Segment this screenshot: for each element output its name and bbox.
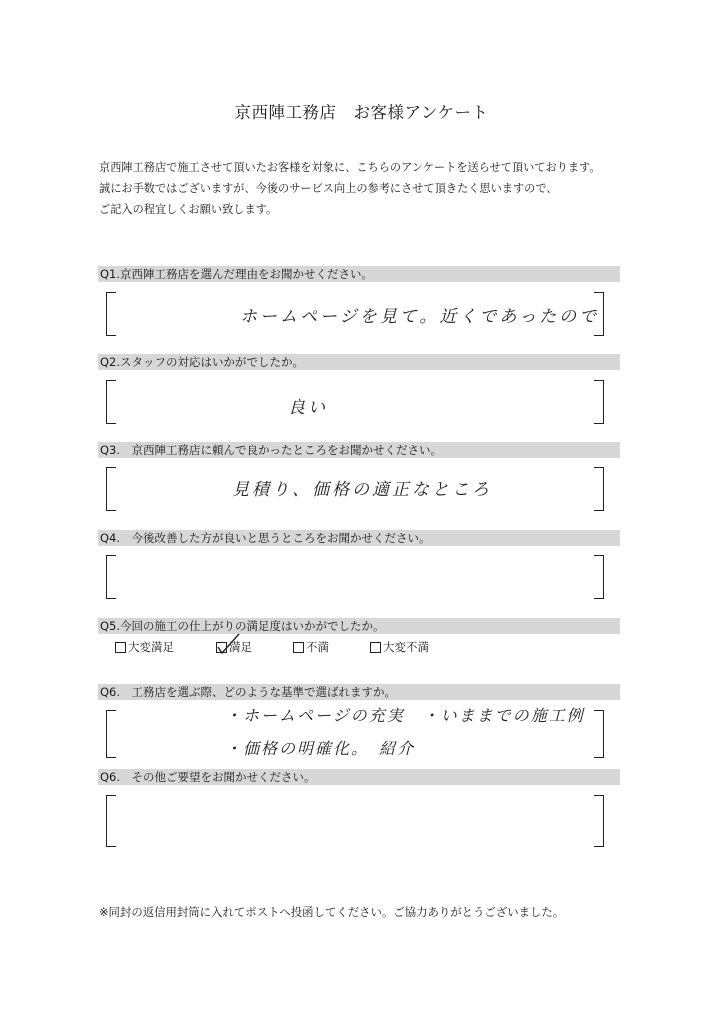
option-label: 大変満足 bbox=[128, 640, 174, 654]
checkbox[interactable] bbox=[370, 642, 381, 653]
answer-box-bracket-left bbox=[106, 710, 116, 758]
checkbox[interactable] bbox=[293, 642, 304, 653]
page-title: 京西陣工務店 お客様アンケート bbox=[234, 103, 489, 122]
question-6-label: Q6. 工務店を選ぶ際、どのような基準で選ばれますか。 bbox=[98, 684, 620, 700]
footer-note: ※同封の返信用封筒に入れてポストへ投函してください。ご協力ありがとうございました。 bbox=[99, 905, 565, 919]
question-5-label: Q5.今回の施工の仕上がりの満足度はいかがでしたか。 bbox=[98, 618, 620, 634]
intro-line: 誠にお手数ではございますが、今後のサービス向上の参考にさせて頂きたく思いますので、 bbox=[99, 182, 558, 195]
option-label: 大変不満 bbox=[383, 640, 429, 654]
question-6-answer-line-2[interactable]: ・価格の明確化。 紹介 bbox=[225, 739, 416, 758]
checkbox-checked[interactable] bbox=[216, 642, 227, 653]
check-mark-icon bbox=[217, 633, 247, 655]
answer-box-bracket-left bbox=[106, 795, 116, 847]
answer-box-bracket-left bbox=[106, 380, 116, 424]
answer-box-bracket-left bbox=[106, 555, 116, 599]
answer-box-bracket-right bbox=[594, 795, 604, 847]
question-3-label: Q3. 京西陣工務店に頼んで良かったところをお聞かせください。 bbox=[98, 442, 620, 458]
option-very-satisfied[interactable] bbox=[115, 639, 174, 655]
answer-box-bracket-right bbox=[594, 555, 604, 599]
question-4-label: Q4. 今後改善した方が良いと思うところをお聞かせください。 bbox=[98, 530, 620, 546]
question-2-answer[interactable]: 良い bbox=[288, 398, 328, 418]
answer-box-bracket-right bbox=[594, 710, 604, 758]
option-dissatisfied[interactable] bbox=[293, 639, 329, 655]
intro-line: ご記入の程宜しくお願い致します。 bbox=[99, 203, 278, 216]
option-very-dissatisfied[interactable] bbox=[370, 639, 429, 655]
answer-box-bracket-right bbox=[594, 380, 604, 424]
answer-box-bracket-left bbox=[106, 292, 116, 336]
answer-box-bracket-left bbox=[106, 467, 116, 511]
option-satisfied[interactable] bbox=[216, 639, 252, 655]
question-2-label: Q2.スタッフの対応はいかがでしたか。 bbox=[98, 354, 620, 370]
intro-text bbox=[99, 157, 659, 220]
question-3-answer[interactable]: 見積り、価格の適正なところ bbox=[232, 480, 492, 500]
intro-line: 京西陣工務店で施工させて頂いたお客様を対象に、こちらのアンケートを送らせて頂いております。 bbox=[99, 161, 601, 174]
answer-box-bracket-right bbox=[594, 467, 604, 511]
question-7-label: Q6. その他ご要望をお聞かせください。 bbox=[98, 769, 620, 785]
option-label: 不満 bbox=[306, 640, 329, 654]
question-6-answer-line-1[interactable]: ・ホームページの充実 ・いままでの施工例 bbox=[225, 706, 585, 725]
option-label: 満足 bbox=[229, 640, 252, 654]
checkbox[interactable] bbox=[115, 642, 126, 653]
question-1-label: Q1.京西陣工務店を選んだ理由をお聞かせください。 bbox=[98, 266, 620, 282]
question-1-answer[interactable]: ホームページを見て。近くであったので bbox=[240, 307, 600, 327]
